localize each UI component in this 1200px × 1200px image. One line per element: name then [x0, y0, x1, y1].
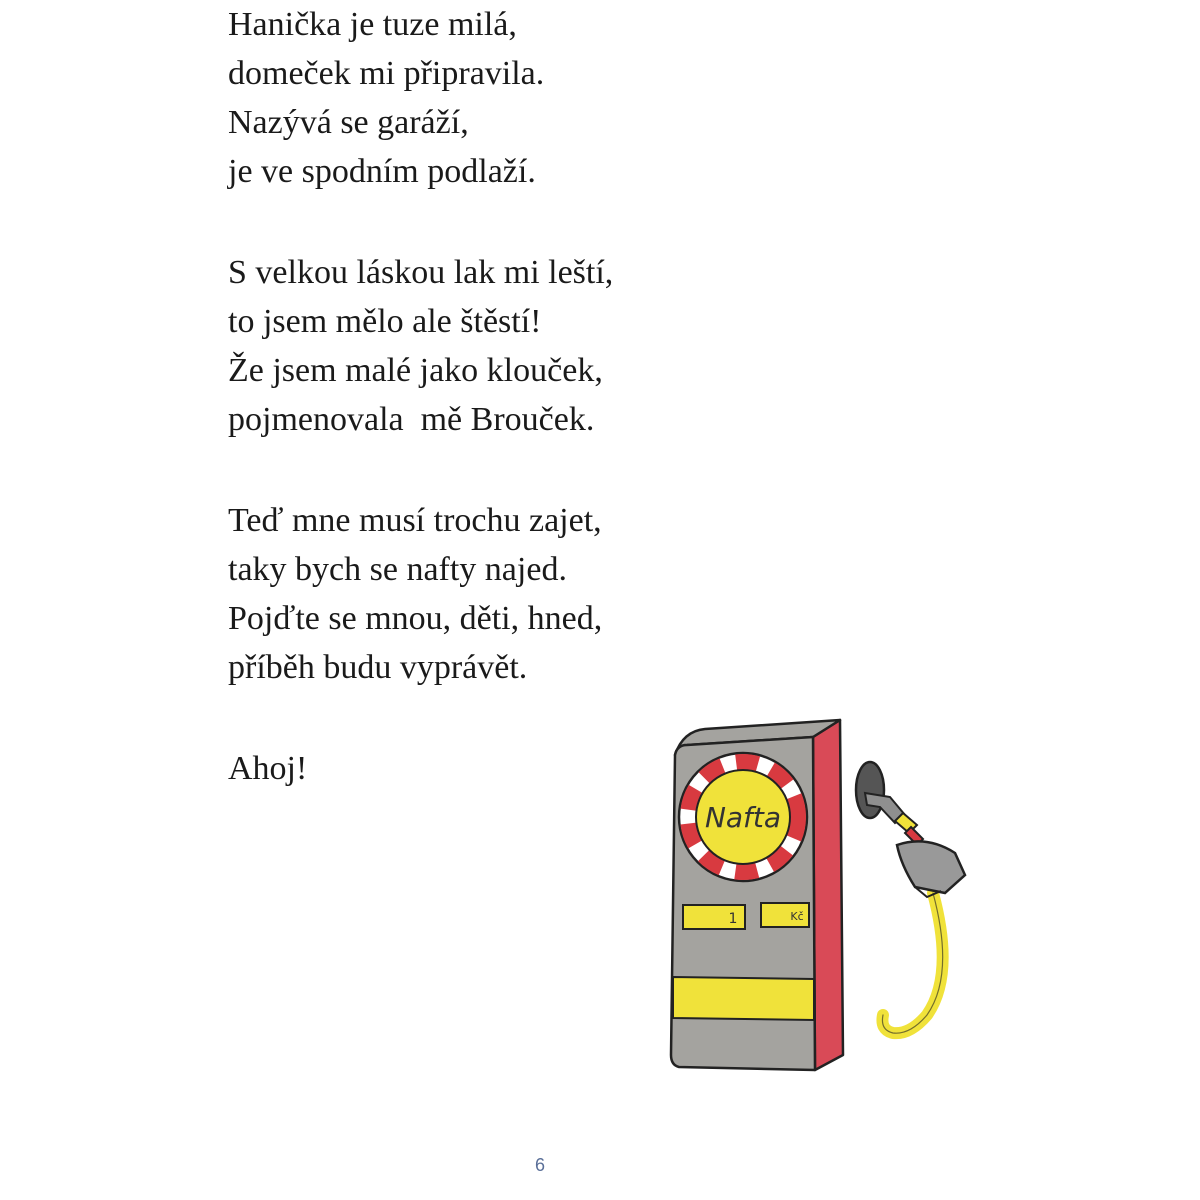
stanza-gap: [228, 692, 688, 744]
poem-line: S velkou láskou lak mi leští,: [228, 254, 614, 291]
stanza-gap: [228, 444, 688, 496]
poem-line: taky bych se nafty najed.: [228, 551, 567, 588]
nozzle-holder: [856, 762, 884, 818]
poem-line: pojmenovala mě Brouček.: [228, 401, 595, 438]
poem-line: Teď mne musí trochu zajet,: [228, 502, 602, 539]
fuel-hose: [882, 893, 942, 1033]
poem-line: to jsem mělo ale štěstí!: [228, 303, 542, 340]
nafta-sign: [679, 753, 807, 881]
poem: [228, 0, 688, 793]
nafta-sign-label: Nafta: [704, 801, 782, 834]
poem-line: je ve spodním podlaží.: [228, 153, 536, 190]
poem-line: Hanička je tuze milá,: [228, 6, 517, 43]
pump-side-panel: [813, 720, 843, 1070]
stanza-gap: [228, 196, 688, 248]
poem-line: Že jsem malé jako klouček,: [228, 352, 603, 389]
poem-line: Nazývá se garáží,: [228, 104, 469, 141]
poem-closing: Ahoj!: [228, 750, 308, 787]
poem-line: Pojďte se mnou, děti, hned,: [228, 600, 603, 637]
pump-display-right-value: Kč: [790, 910, 804, 923]
poem-line: domeček mi připravila.: [228, 55, 545, 92]
poem-line: příběh budu vyprávět.: [228, 649, 528, 686]
page-number: 6: [534, 1155, 545, 1175]
pump-display-left-value: 1: [728, 911, 738, 927]
pump-yellow-band: [673, 977, 814, 1020]
fuel-pump-illustration: [665, 715, 985, 1085]
